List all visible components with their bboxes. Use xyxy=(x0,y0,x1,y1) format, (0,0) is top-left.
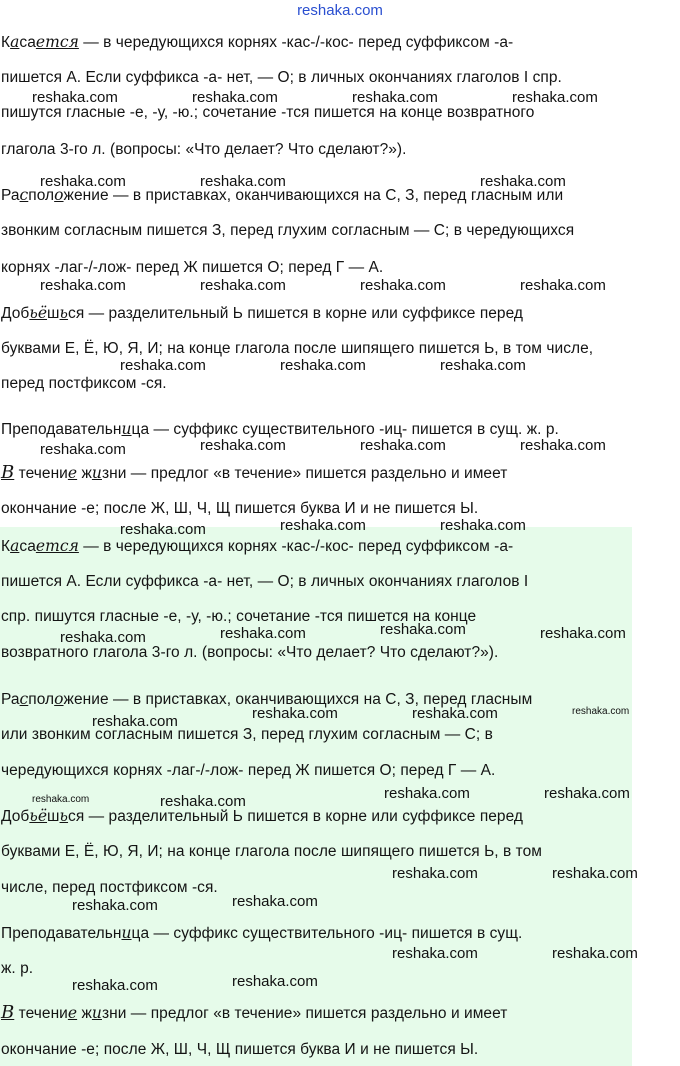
text-line: буквами Е, Ё, Ю, Я, И; на конце глагола после шипящего пишется Ь, в том числе, xyxy=(1,340,594,357)
watermark: reshaka.com xyxy=(384,785,470,802)
text-line: или звонким согласным пишется З, перед глухим согласным — С; в xyxy=(1,726,493,743)
watermark: reshaka.com xyxy=(232,893,318,910)
highlight-word: Касается xyxy=(1,33,79,51)
watermark: reshaka.com xyxy=(392,945,478,962)
watermark: reshaka.com xyxy=(352,89,438,106)
watermark: reshaka.com xyxy=(220,625,306,642)
watermark: reshaka.com xyxy=(360,277,446,294)
watermark: reshaka.com xyxy=(412,705,498,722)
watermark: reshaka.com xyxy=(392,865,478,882)
watermark: reshaka.com xyxy=(544,785,630,802)
paragraph-v-techenie: В течение жизни — предлог «в течение» пишется раздельно и имеет xyxy=(1,1002,508,1023)
watermark: reshaka.com xyxy=(232,973,318,990)
highlight-word: Добьёшься xyxy=(1,304,85,322)
watermark: reshaka.com xyxy=(252,705,338,722)
watermark: reshaka.com xyxy=(72,977,158,994)
watermark: reshaka.com xyxy=(520,437,606,454)
text-line: пишутся гласные -е, -у, -ю.; сочетание -тся пишется на конце возвратного xyxy=(1,104,535,121)
text-line: перед постфиксом -ся. xyxy=(1,375,167,392)
text-line: чередующихся корнях -лаг-/-лож- перед Ж пишется О; перед Г — А. xyxy=(1,762,496,779)
watermark: reshaka.com xyxy=(552,945,638,962)
text-line: звонким согласным пишется З, перед глухим согласным — С; в чередующихся xyxy=(1,222,575,239)
watermark: reshaka.com xyxy=(552,865,638,882)
text-line: спр. пишутся гласные -е, -у, -ю.; сочетание -тся пишется на конце xyxy=(1,608,477,625)
paragraph-raspolozhenie: Расположение — в приставках, оканчивающихся на С, З, перед гласным xyxy=(1,690,533,708)
highlight-word: В течение жизни xyxy=(1,462,127,483)
paragraph-raspolozhenie: Расположение — в приставках, оканчивающихся на С, З, перед гласным или xyxy=(1,186,564,204)
paragraph-kasaetsya: Касается — в чередующихся корнях -кас-/-кос- перед суффиксом -а- xyxy=(1,537,514,555)
watermark: reshaka.com xyxy=(200,277,286,294)
paragraph-prepodavatelnitsa: Преподавательница — суффикс существительного -иц- пишется в сущ. xyxy=(1,924,523,942)
text-line: числе, перед постфиксом -ся. xyxy=(1,879,218,896)
watermark: reshaka.com xyxy=(40,441,126,458)
text-line: буквами Е, Ё, Ю, Я, И; на конце глагола после шипящего пишется Ь, в том xyxy=(1,843,543,860)
text-line: пишется А. Если суффикса -а- нет, — О; в личных окончаниях глаголов I xyxy=(1,573,529,590)
text-line: корнях -лаг-/-лож- перед Ж пишется О; перед Г — А. xyxy=(1,259,384,276)
watermark: reshaka.com xyxy=(32,89,118,106)
paragraph-dobeshsya: Добьёшься — разделительный Ь пишется в корне или суффиксе перед xyxy=(1,304,524,322)
text-line: окончание -е; после Ж, Ш, Ч, Щ пишется буква И и не пишется Ы. xyxy=(1,1041,479,1058)
paragraph-dobeshsya: Добьёшься — разделительный Ь пишется в корне или суффиксе перед xyxy=(1,807,524,825)
watermark: reshaka.com xyxy=(520,277,606,294)
watermark: reshaka.com xyxy=(192,89,278,106)
highlight-word: Расположение xyxy=(1,186,109,204)
text-line: пишется А. Если суффикса -а- нет, — О; в личных окончаниях глаголов I спр. xyxy=(1,69,562,86)
watermark: reshaka.com xyxy=(200,437,286,454)
watermark: reshaka.com xyxy=(440,357,526,374)
watermark: reshaka.com xyxy=(572,706,630,717)
text-line: возвратного глагола 3-го л. (вопросы: «Что делает? Что сделают?»). xyxy=(1,644,499,661)
watermark: reshaka.com xyxy=(40,277,126,294)
watermark: reshaka.com xyxy=(512,89,598,106)
watermark: reshaka.com xyxy=(280,517,366,534)
watermark: reshaka.com xyxy=(92,713,178,730)
watermark: reshaka.com xyxy=(360,437,446,454)
watermark: reshaka.com xyxy=(60,629,146,646)
highlight-word: Расположение xyxy=(1,690,109,708)
text-line: окончание -е; после Ж, Ш, Ч, Щ пишется буква И и не пишется Ы. xyxy=(1,500,479,517)
paragraph-v-techenie: В течение жизни — предлог «в течение» пишется раздельно и имеет xyxy=(1,462,508,483)
text-line: глагола 3-го л. (вопросы: «Что делает? Что сделают?»). xyxy=(1,141,407,158)
watermark: reshaka.com xyxy=(32,794,90,805)
highlight-word: Касается xyxy=(1,537,79,555)
watermark: reshaka.com xyxy=(540,625,626,642)
watermark: reshaka.com xyxy=(200,173,286,190)
watermark: reshaka.com xyxy=(72,897,158,914)
watermark: reshaka.com xyxy=(120,521,206,538)
watermark: reshaka.com xyxy=(120,357,206,374)
highlight-word: В течение жизни xyxy=(1,1002,127,1023)
paragraph-kasaetsya: Касается — в чередующихся корнях -кас-/-кос- перед суффиксом -а- xyxy=(1,33,514,51)
watermark: reshaka.com xyxy=(40,173,126,190)
watermark: reshaka.com xyxy=(480,173,566,190)
watermark: reshaka.com xyxy=(380,621,466,638)
highlight-word: Преподавательница xyxy=(1,924,150,942)
watermark: reshaka.com xyxy=(280,357,366,374)
paragraph-prepodavatelnitsa: Преподавательница — суффикс существительного -иц- пишется в сущ. ж. р. xyxy=(1,420,559,438)
watermark: reshaka.com xyxy=(160,793,246,810)
highlight-word: Добьёшься xyxy=(1,807,85,825)
watermark: reshaka.com xyxy=(440,517,526,534)
site-header-link[interactable]: reshaka.com xyxy=(297,2,383,19)
text-line: ж. р. xyxy=(1,960,34,977)
highlight-word: Преподавательница xyxy=(1,420,150,438)
